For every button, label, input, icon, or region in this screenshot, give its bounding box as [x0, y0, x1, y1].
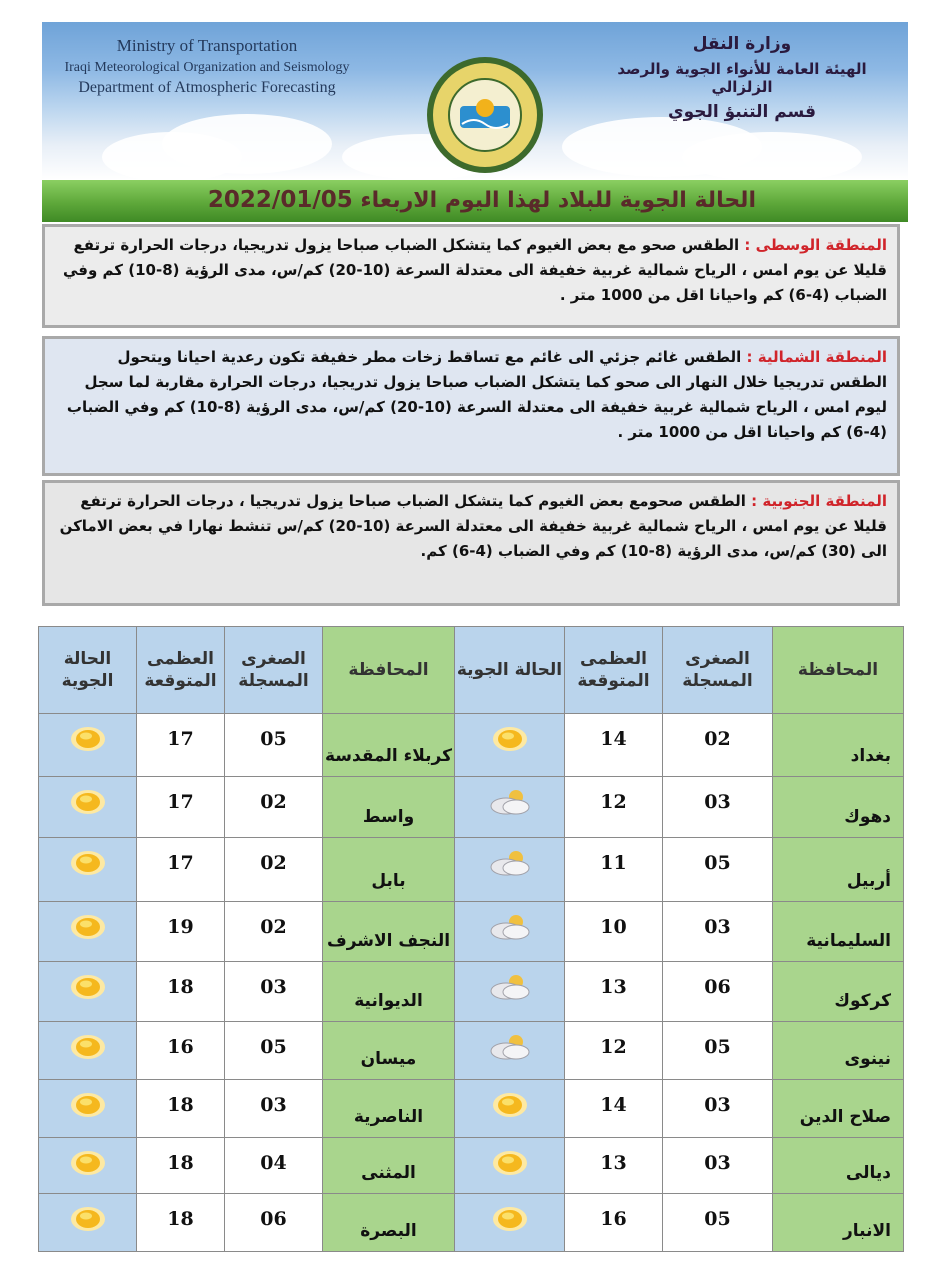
condition-cell [455, 777, 565, 838]
max-temp-value: 17 [167, 728, 194, 750]
region-south-text: الطقس صحومع بعض الغيوم كما يتشكل الضباب صباحا يزول تدريجيا ، درجات الحرارة ترتفع قليلا عن يوم امس ، الرياح شمالية غربية خفيفة الى معتدلة السرعة (10-20) كم/س تنشط نهارا في بعض الاماكن الى (30) كم/س، مدى الرؤية (8-10) كم وفي الضباب (4-6) كم. [59, 492, 887, 560]
province-name: كركوك [834, 991, 891, 1011]
sun-icon [62, 1204, 114, 1234]
min-temp-cell [663, 838, 773, 902]
min-temp-cell [663, 1194, 773, 1251]
header-province-left: المحافظة [323, 627, 455, 714]
max-temp-cell [137, 1080, 225, 1138]
province-name: كربلاء المقدسة [324, 746, 453, 766]
province-name: النجف الاشرف [326, 931, 451, 951]
max-temp-value: 18 [167, 1152, 194, 1174]
max-temp-value: 16 [167, 1036, 194, 1058]
min-temp-cell [225, 838, 323, 902]
region-south-forecast [42, 480, 900, 606]
max-temp-cell [565, 962, 663, 1022]
province-name: نينوى [844, 1049, 891, 1069]
condition-cell [455, 1194, 565, 1251]
bulletin-title [208, 187, 756, 213]
department-name-ar: قسم التنبؤ الجوي [668, 102, 816, 122]
min-temp-value: 05 [704, 852, 731, 874]
region-north-text: الطقس غائم جزئي الى غائم مع تساقط زخات مطر خفيفة تكون رعدية احيانا ويتحول الطقس تدريجيا خلال النهار الى صحو كما يتشكل الضباب صباحا يزول تدريجيا، درجات الحرارة مقاربة لما سجل ليوم امس ، الرياح شمالية غربية خفيفة الى معتدلة السرعة (10-20) كم/س، مدى الرؤية (8-10) كم وفي الضباب (4-6) كم واحيانا اقل من 1000 متر . [66, 348, 887, 441]
province-name-cell [323, 777, 455, 838]
province-name: الديوانية [354, 991, 423, 1011]
province-name-cell [323, 902, 455, 962]
bulletin-title-bar [42, 180, 908, 222]
region-central-forecast [42, 224, 900, 328]
max-temp-cell [565, 777, 663, 838]
max-temp-cell [565, 714, 663, 777]
condition-cell [39, 902, 137, 962]
max-temp-value: 13 [600, 976, 627, 998]
min-temp-value: 06 [260, 1208, 287, 1230]
min-temp-cell [225, 714, 323, 777]
condition-cell [39, 1022, 137, 1080]
min-temp-value: 05 [704, 1036, 731, 1058]
sun-icon [484, 724, 536, 754]
province-name-cell [773, 962, 903, 1022]
province-name: دهوك [844, 807, 891, 827]
max-temp-value: 13 [600, 1152, 627, 1174]
sun-icon [62, 912, 114, 942]
condition-cell [39, 1194, 137, 1251]
province-forecast-table [38, 626, 904, 1252]
max-temp-cell [137, 1138, 225, 1194]
max-temp-cell [565, 902, 663, 962]
sun-icon [484, 1148, 536, 1178]
max-temp-value: 17 [167, 852, 194, 874]
region-north-forecast [42, 336, 900, 476]
max-temp-cell [137, 777, 225, 838]
max-temp-cell [137, 1194, 225, 1251]
bulletin-title-text: الحالة الجوية للبلاد لهذا اليوم الاربعاء [352, 188, 756, 213]
province-name-cell [773, 1080, 903, 1138]
province-name-cell [323, 1080, 455, 1138]
max-temp-value: 12 [600, 791, 627, 813]
max-temp-cell [565, 838, 663, 902]
province-name: ميسان [360, 1049, 417, 1069]
header-condition-left: الحالة الجوية [39, 627, 137, 714]
min-temp-cell [663, 777, 773, 838]
sun-icon [62, 787, 114, 817]
max-temp-value: 17 [167, 791, 194, 813]
header-banner [42, 22, 908, 180]
province-name: المثنى [361, 1163, 416, 1183]
sun-icon [62, 1032, 114, 1062]
sun-icon [62, 724, 114, 754]
min-temp-cell [663, 1022, 773, 1080]
province-name: أربيل [846, 871, 891, 891]
partly-cloudy-icon [484, 912, 536, 942]
max-temp-cell [137, 902, 225, 962]
min-temp-value: 03 [704, 791, 731, 813]
max-temp-cell [565, 1138, 663, 1194]
min-temp-value: 02 [704, 728, 731, 750]
min-temp-cell [225, 1194, 323, 1251]
header-english-text [42, 36, 372, 97]
condition-cell [39, 714, 137, 777]
min-temp-value: 06 [704, 976, 731, 998]
max-temp-value: 16 [600, 1208, 627, 1230]
condition-cell [39, 838, 137, 902]
min-temp-value: 03 [260, 976, 287, 998]
province-name-cell [323, 714, 455, 777]
min-temp-cell [663, 714, 773, 777]
header-condition-right: الحالة الجوية [455, 627, 565, 714]
province-name-cell [773, 1138, 903, 1194]
max-temp-cell [137, 962, 225, 1022]
min-temp-cell [663, 1138, 773, 1194]
max-temp-cell [137, 838, 225, 902]
province-name-cell [323, 1194, 455, 1251]
condition-cell [39, 962, 137, 1022]
min-temp-value: 02 [260, 852, 287, 874]
province-name: الانبار [843, 1221, 891, 1241]
condition-cell [455, 1080, 565, 1138]
max-temp-cell [137, 1022, 225, 1080]
min-temp-cell [225, 1022, 323, 1080]
header-max-left: العظمى المتوقعة [137, 627, 225, 714]
partly-cloudy-icon [484, 787, 536, 817]
ministry-name-ar: وزارة النقل [692, 34, 792, 54]
max-temp-value: 18 [167, 976, 194, 998]
sun-icon [62, 972, 114, 1002]
max-temp-value: 19 [167, 916, 194, 938]
partly-cloudy-icon [484, 1032, 536, 1062]
province-name-cell [773, 714, 903, 777]
province-name-cell [773, 838, 903, 902]
max-temp-value: 10 [600, 916, 627, 938]
header-province-right: المحافظة [773, 627, 903, 714]
province-name: البصرة [360, 1221, 417, 1241]
min-temp-cell [225, 902, 323, 962]
sun-icon [484, 1090, 536, 1120]
min-temp-value: 03 [704, 1094, 731, 1116]
organization-logo-icon [424, 54, 546, 176]
province-name: ديالى [845, 1163, 891, 1183]
department-name-en: Department of Atmospheric Forecasting [78, 79, 336, 96]
province-name-cell [323, 962, 455, 1022]
ministry-name-en: Ministry of Transportation [116, 36, 298, 55]
organization-name-ar: الهيئة العامة للأنواء الجوية والرصد الزلزالي [617, 60, 867, 96]
condition-cell [39, 1138, 137, 1194]
min-temp-cell [663, 1080, 773, 1138]
condition-cell [455, 838, 565, 902]
min-temp-value: 03 [260, 1094, 287, 1116]
min-temp-cell [225, 1080, 323, 1138]
region-north-name: المنطقة الشمالية : [746, 348, 887, 366]
province-name-cell [773, 902, 903, 962]
max-temp-cell [137, 714, 225, 777]
condition-cell [39, 1080, 137, 1138]
min-temp-cell [225, 777, 323, 838]
province-name: بابل [371, 871, 406, 891]
min-temp-cell [225, 962, 323, 1022]
condition-cell [455, 962, 565, 1022]
sun-icon [62, 1090, 114, 1120]
min-temp-value: 05 [260, 1036, 287, 1058]
header-min-left: الصغرى المسجلة [225, 627, 323, 714]
condition-cell [455, 1138, 565, 1194]
province-name: صلاح الدين [799, 1107, 891, 1127]
min-temp-value: 03 [704, 1152, 731, 1174]
sun-icon [484, 1204, 536, 1234]
province-name: السليمانية [806, 931, 891, 951]
condition-cell [39, 777, 137, 838]
max-temp-value: 14 [600, 728, 627, 750]
min-temp-value: 02 [260, 791, 287, 813]
province-name: الناصرية [353, 1107, 424, 1127]
min-temp-value: 03 [704, 916, 731, 938]
region-central-text: الطقس صحو مع بعض الغيوم كما يتشكل الضباب صباحا يزول تدريجيا، درجات الحرارة ترتفع قليلا عن يوم امس ، الرياح شمالية غربية خفيفة الى معتدلة السرعة (10-20) كم/س، مدى الرؤية (8-10) كم وفي الضباب (4-6) كم واحيانا اقل من 1000 متر . [62, 236, 887, 304]
header-max-right: العظمى المتوقعة [565, 627, 663, 714]
min-temp-value: 02 [260, 916, 287, 938]
min-temp-value: 04 [260, 1152, 287, 1174]
max-temp-cell [565, 1080, 663, 1138]
max-temp-value: 12 [600, 1036, 627, 1058]
organization-name-en: Iraqi Meteorological Organization and Seismology [64, 60, 350, 75]
min-temp-cell [225, 1138, 323, 1194]
partly-cloudy-icon [484, 848, 536, 878]
condition-cell [455, 1022, 565, 1080]
province-name-cell [773, 1194, 903, 1251]
province-name: واسط [362, 807, 415, 827]
region-south-name: المنطقة الجنوبية : [751, 492, 887, 510]
max-temp-value: 11 [600, 852, 627, 874]
province-name-cell [773, 1022, 903, 1080]
partly-cloudy-icon [484, 972, 536, 1002]
header-arabic-text [592, 34, 892, 122]
province-name-cell [323, 1138, 455, 1194]
condition-cell [455, 714, 565, 777]
max-temp-value: 14 [600, 1094, 627, 1116]
bulletin-date: 2022/01/05 [207, 187, 353, 213]
sun-icon [62, 1148, 114, 1178]
condition-cell [455, 902, 565, 962]
sun-icon [62, 848, 114, 878]
min-temp-value: 05 [704, 1208, 731, 1230]
min-temp-cell [663, 902, 773, 962]
province-name-cell [773, 777, 903, 838]
province-name-cell [323, 838, 455, 902]
region-central-name: المنطقة الوسطى : [744, 236, 887, 254]
max-temp-value: 18 [167, 1094, 194, 1116]
province-name-cell [323, 1022, 455, 1080]
min-temp-value: 05 [260, 728, 287, 750]
province-name: بغداد [850, 746, 891, 766]
min-temp-cell [663, 962, 773, 1022]
max-temp-cell [565, 1194, 663, 1251]
header-min-right: الصغرى المسجلة [663, 627, 773, 714]
max-temp-value: 18 [167, 1208, 194, 1230]
max-temp-cell [565, 1022, 663, 1080]
